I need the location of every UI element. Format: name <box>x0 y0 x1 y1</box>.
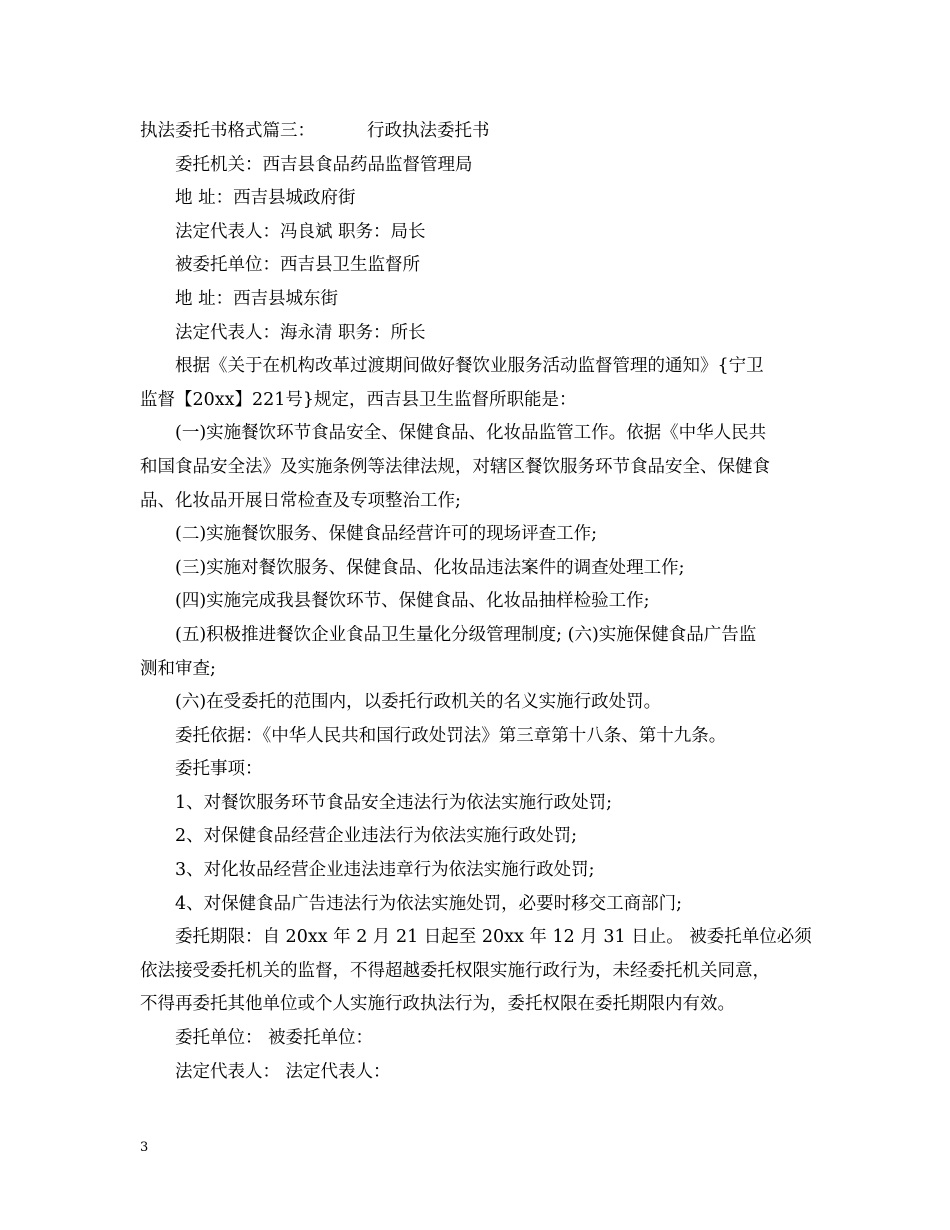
text-line: 不得再委托其他单位或个人实施行政执法行为，委托权限在委托期限内有效。 <box>140 994 735 1015</box>
text-line: 法定代表人： 法定代表人： <box>175 1061 391 1082</box>
text-line: 委托期限：自 20xx 年 2 月 21 日起至 20xx 年 12 月 31 日止。 被委托单位必须 <box>175 927 812 948</box>
text-line: 地 址：西吉县城政府街 <box>175 188 356 209</box>
text-line: (三)实施对餐饮服务、保健食品、化妆品违法案件的调查处理工作; <box>175 557 685 578</box>
text-line: (二)实施餐饮服务、保健食品经营许可的现场评查工作; <box>175 524 598 545</box>
text-line: (六)在受委托的范围内，以委托行政机关的名义实施行政处罚。 <box>175 692 662 713</box>
text-line: 品、化妆品开展日常检查及专项整治工作; <box>140 490 461 511</box>
text-line: 监督【20xx】221号}规定，西吉县卫生监督所职能是： <box>140 389 577 410</box>
page-number: 3 <box>140 1140 149 1155</box>
text-line: 4、对保健食品广告违法行为依法实施处罚，必要时移交工商部门; <box>175 893 683 914</box>
text-line: 委托依据：《中华人民共和国行政处罚法》第三章第十八条、第十九条。 <box>175 725 727 746</box>
text-line: 法定代表人：海永清 职务：所长 <box>175 322 426 343</box>
text-line: 委托机关：西吉县食品药品监督管理局 <box>175 154 473 175</box>
title-prefix: 执法委托书格式篇三： <box>140 121 315 141</box>
text-line: 1、对餐饮服务环节食品安全违法行为依法实施行政处罚; <box>175 792 613 813</box>
text-line: 法定代表人：冯良斌 职务：局长 <box>175 221 426 242</box>
paragraph-lines <box>140 149 820 1090</box>
text-line: 和国食品安全法》及实施条例等法律法规，对辖区餐饮服务环节食品安全、保健食 <box>140 456 770 477</box>
document-title <box>140 115 820 149</box>
text-line: (一)实施餐饮环节食品安全、保健食品、化妆品监管工作。依据《中华人民共 <box>175 423 767 444</box>
text-line: (四)实施完成我县餐饮环节、保健食品、化妆品抽样检验工作; <box>175 591 650 612</box>
text-line: 测和审查; <box>140 658 216 679</box>
text-line: 根据《关于在机构改革过渡期间做好餐饮业服务活动监督管理的通知》{宁卫 <box>175 356 764 377</box>
title-main: 行政执法委托书 <box>367 121 490 141</box>
text-line: 3、对化妆品经营企业违法违章行为依法实施行政处罚; <box>175 860 595 881</box>
text-line: 被委托单位：西吉县卫生监督所 <box>175 255 420 276</box>
text-line: (五)积极推进餐饮企业食品卫生量化分级管理制度; (六)实施保健食品广告监 <box>175 624 757 645</box>
text-line: 依法接受委托机关的监督，不得超越委托权限实施行政行为，未经委托机关同意， <box>140 960 770 981</box>
document-body <box>140 115 820 1089</box>
text-line: 委托事项： <box>175 759 263 780</box>
text-line: 地 址：西吉县城东街 <box>175 288 339 309</box>
text-line: 2、对保健食品经营企业违法行为依法实施行政处罚; <box>175 826 578 847</box>
text-line: 委托单位： 被委托单位： <box>175 1028 374 1049</box>
